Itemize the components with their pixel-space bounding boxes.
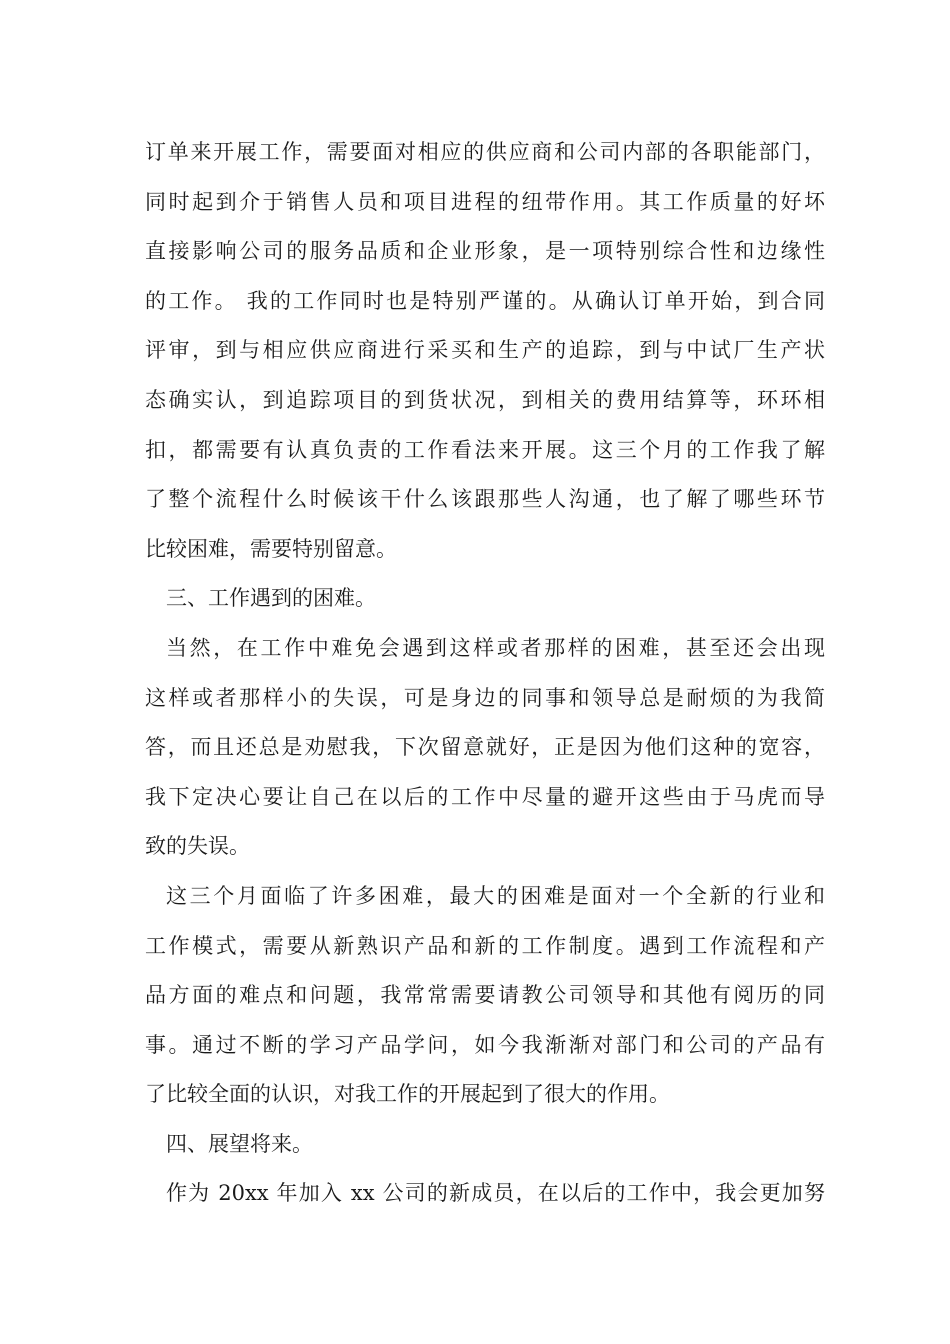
text-line: 答，而且还总是劝慰我，下次留意就好，正是因为他们这种的宽容， [145,735,825,760]
text-line: 的工作。 我的工作同时也是特别严谨的。从确认订单开始，到合同 [145,288,825,313]
text-line: 品方面的难点和问题，我常常需要请教公司领导和其他有阅历的同 [145,983,825,1008]
text-line: 直接影响公司的服务品质和企业形象，是一项特别综合性和边缘性 [145,239,825,264]
text-line: 这样或者那样小的失误，可是身边的同事和领导总是耐烦的为我简 [145,685,825,710]
text-line: 了比较全面的认识，对我工作的开展起到了很大的作用。 [145,1082,670,1107]
text-line: 当然，在工作中难免会遇到这样或者那样的困难，甚至还会出现 [166,635,825,660]
text-line: 同时起到介于销售人员和项目进程的纽带作用。其工作质量的好坏 [145,189,825,214]
text-line: 工作模式，需要从新熟识产品和新的工作制度。遇到工作流程和产 [145,933,825,958]
text-line: 态确实认，到追踪项目的到货状况，到相关的费用结算等，环环相 [145,387,825,412]
text-line: 事。通过不断的学习产品学问，如今我渐渐对部门和公司的产品有 [145,1032,825,1057]
text-line: 这三个月面临了许多困难，最大的困难是面对一个全新的行业和 [166,883,825,908]
text-line: 了整个流程什么时候该干什么该跟那些人沟通，也了解了哪些环节 [145,487,825,512]
text-line: 我下定决心要让自己在以后的工作中尽量的避开这些由于马虎而导 [145,784,825,809]
text-line: 比较困难，需要特别留意。 [145,536,397,561]
text-line: 扣，都需要有认真负责的工作看法来开展。这三个月的工作我了解 [145,437,825,462]
text-line: 作为 20xx 年加入 xx 公司的新成员，在以后的工作中，我会更加努 [166,1181,825,1206]
text-line: 评审，到与相应供应商进行采买和生产的追踪，到与中试厂生产状 [145,338,825,363]
text-line: 致的失误。 [145,834,250,859]
section-heading: 三、工作遇到的困难。 [166,586,376,611]
text-line: 订单来开展工作，需要面对相应的供应商和公司内部的各职能部门， [145,140,825,164]
document-body [145,128,825,1219]
section-heading: 四、展望将来。 [166,1131,313,1156]
